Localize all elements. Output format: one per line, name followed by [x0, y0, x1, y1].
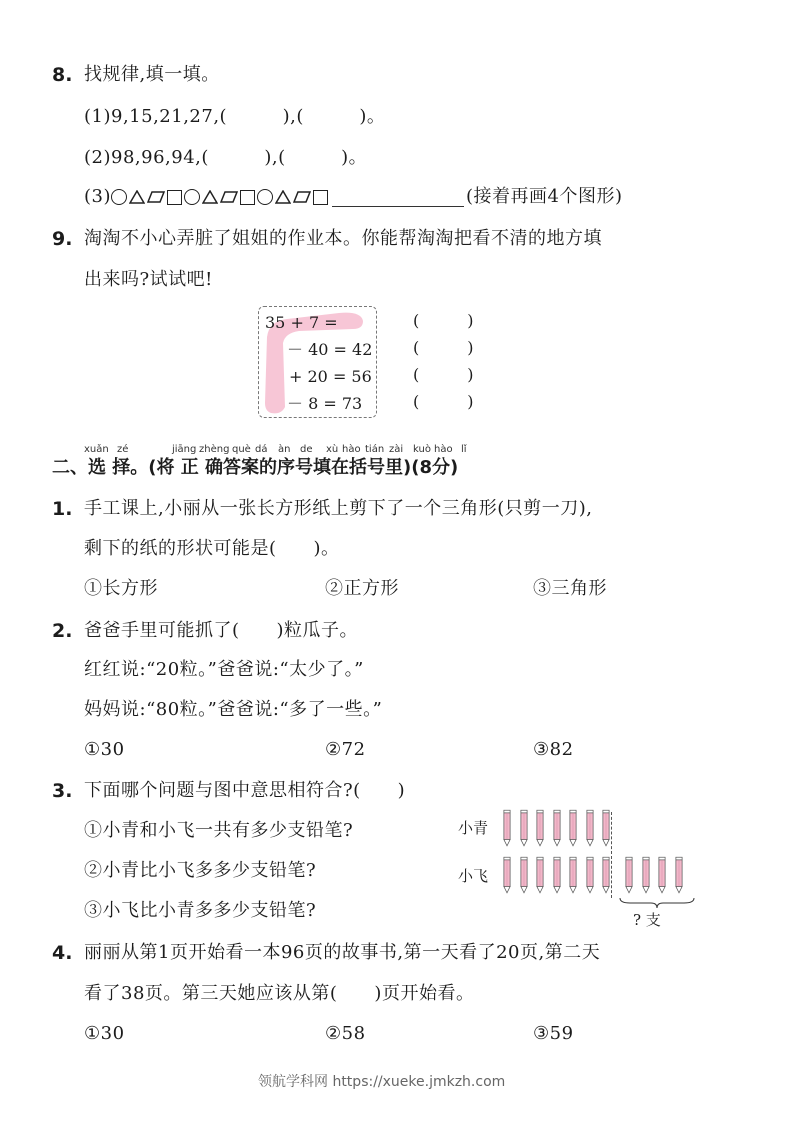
section-2-title: 选 择。(将 正 确答案的序号填在括号里)(8分) — [88, 457, 459, 478]
parallelogram-shape — [293, 191, 311, 203]
section-2-number: 二、 — [52, 457, 88, 478]
square-shape — [313, 190, 328, 205]
choice-3-number: 3. — [52, 780, 73, 802]
choice-2-option-1[interactable]: ①30 — [84, 739, 125, 760]
square-shape — [167, 190, 182, 205]
question-9-line-2: 出来吗?试试吧! — [84, 269, 213, 290]
pinyin-zai: zài — [389, 444, 404, 455]
circle-shape — [111, 189, 127, 205]
equation-3: + 20 = 56 — [289, 367, 372, 386]
equation-2: － 40 = 42 — [287, 340, 373, 359]
answer-parenthesis-1[interactable]: ( ) — [413, 311, 474, 330]
choice-1-number: 1. — [52, 498, 73, 520]
pinyin-xuan: xuǎn — [84, 444, 109, 455]
choice-1-option-2[interactable]: ②正方形 — [325, 578, 399, 599]
choice-4-number: 4. — [52, 942, 73, 964]
choice-3-option-1[interactable]: ①小青和小飞一共有多少支铅笔? — [84, 820, 354, 841]
choice-2-option-3[interactable]: ③82 — [533, 739, 574, 760]
choice-1-option-1[interactable]: ①长方形 — [84, 578, 158, 599]
choice-2-line-3: 妈妈说:“80粒。”爸爸说:“多了一些。” — [84, 699, 383, 720]
pencil-icon — [602, 855, 610, 895]
pencil-icon — [586, 855, 594, 895]
divider-dashed-line — [611, 812, 612, 898]
choice-2-option-2[interactable]: ②72 — [325, 739, 366, 760]
pinyin-zheng: zhèng — [199, 444, 230, 455]
question-8-part-1: (1)9,15,21,27,( ),( )。 — [84, 106, 386, 127]
pencil-icon — [569, 808, 577, 848]
pinyin-que: què — [232, 444, 251, 455]
pinyin-li: lǐ — [461, 444, 467, 455]
pencil-label-xiaofei: 小飞 — [458, 867, 489, 885]
equation-4: － 8 = 73 — [287, 394, 363, 413]
choice-4-line-2: 看了38页。第三天她应该从第( )页开始看。 — [84, 983, 475, 1004]
choice-1-line-2: 剩下的纸的形状可能是( )。 — [84, 538, 340, 559]
pencil-icon — [586, 808, 594, 848]
choice-2-line-1: 爸爸手里可能抓了( )粒瓜子。 — [84, 620, 359, 641]
question-8-part-3 — [84, 184, 623, 210]
answer-parenthesis-4[interactable]: ( ) — [413, 392, 474, 411]
question-8-part-3-prefix: (3) — [84, 186, 111, 207]
pinyin-de: de — [300, 444, 313, 455]
choice-4-option-2[interactable]: ②58 — [325, 1023, 366, 1044]
curly-brace — [618, 896, 696, 910]
choice-1-line-1: 手工课上,小丽从一张长方形纸上剪下了一个三角形(只剪一刀), — [84, 498, 593, 519]
choice-4-option-3[interactable]: ③59 — [533, 1023, 574, 1044]
answer-parenthesis-3[interactable]: ( ) — [413, 365, 474, 384]
pinyin-an: àn — [278, 444, 291, 455]
pinyin-hao-2: hào — [434, 444, 453, 455]
circle-shape — [257, 189, 273, 205]
question-8-title: 找规律,填一填。 — [84, 64, 220, 85]
triangle-shape — [129, 190, 145, 204]
question-8-number: 8. — [52, 64, 73, 86]
pinyin-kuo: kuò — [413, 444, 431, 455]
choice-2-number: 2. — [52, 620, 73, 642]
section-2-heading — [52, 455, 458, 481]
question-8-part-2: (2)98,96,94,( ),( )。 — [84, 147, 368, 168]
pencil-icon — [536, 808, 544, 848]
question-9-number: 9. — [52, 228, 73, 250]
pinyin-xu: xù — [326, 444, 339, 455]
answer-parenthesis-2[interactable]: ( ) — [413, 338, 474, 357]
choice-4-option-1[interactable]: ①30 — [84, 1023, 125, 1044]
triangle-shape — [202, 190, 218, 204]
pencil-icon — [520, 808, 528, 848]
brace-label: ? 支 — [633, 911, 661, 929]
pencil-icon — [520, 855, 528, 895]
pencil-icon — [658, 855, 666, 895]
parallelogram-shape — [147, 191, 165, 203]
pencil-icon — [503, 808, 511, 848]
equation-1: 35 + 7 = — [265, 313, 338, 332]
triangle-shape — [275, 190, 291, 204]
choice-3-option-3[interactable]: ③小飞比小青多多少支铅笔? — [84, 900, 317, 921]
pinyin-hao: hào — [342, 444, 361, 455]
pinyin-tian: tián — [365, 444, 385, 455]
pencil-icon — [625, 855, 633, 895]
pinyin-ze: zé — [117, 444, 129, 455]
choice-3-line-1: 下面哪个问题与图中意思相符合?( ) — [84, 780, 406, 801]
pencil-icon — [553, 808, 561, 848]
pencil-icon — [675, 855, 683, 895]
choice-2-line-2: 红红说:“20粒。”爸爸说:“太少了。” — [84, 659, 364, 680]
choice-1-option-3[interactable]: ③三角形 — [533, 578, 607, 599]
choice-3-option-2[interactable]: ②小青比小飞多多少支铅笔? — [84, 860, 317, 881]
pencil-icon — [536, 855, 544, 895]
question-8-part-3-suffix: (接着再画4个图形) — [466, 186, 623, 207]
smudged-equation-box — [258, 306, 377, 418]
question-9-line-1: 淘淘不小心弄脏了姐姐的作业本。你能帮淘淘把看不清的地方填 — [84, 228, 602, 249]
pencil-icon — [503, 855, 511, 895]
pencil-label-xiaoqing: 小青 — [458, 819, 489, 837]
pencil-icon — [642, 855, 650, 895]
parallelogram-shape — [220, 191, 238, 203]
pinyin-jiang: jiāng — [172, 444, 197, 455]
footer-watermark: 领航学科网 https://xueke.jmkzh.com — [258, 1074, 506, 1090]
pencil-icon — [553, 855, 561, 895]
pencil-icon — [569, 855, 577, 895]
circle-shape — [184, 189, 200, 205]
pinyin-da: dá — [255, 444, 268, 455]
square-shape — [240, 190, 255, 205]
answer-blank-line[interactable] — [332, 188, 464, 207]
choice-4-line-1: 丽丽从第1页开始看一本96页的故事书,第一天看了20页,第二天 — [84, 942, 601, 963]
pencil-icon — [602, 808, 610, 848]
